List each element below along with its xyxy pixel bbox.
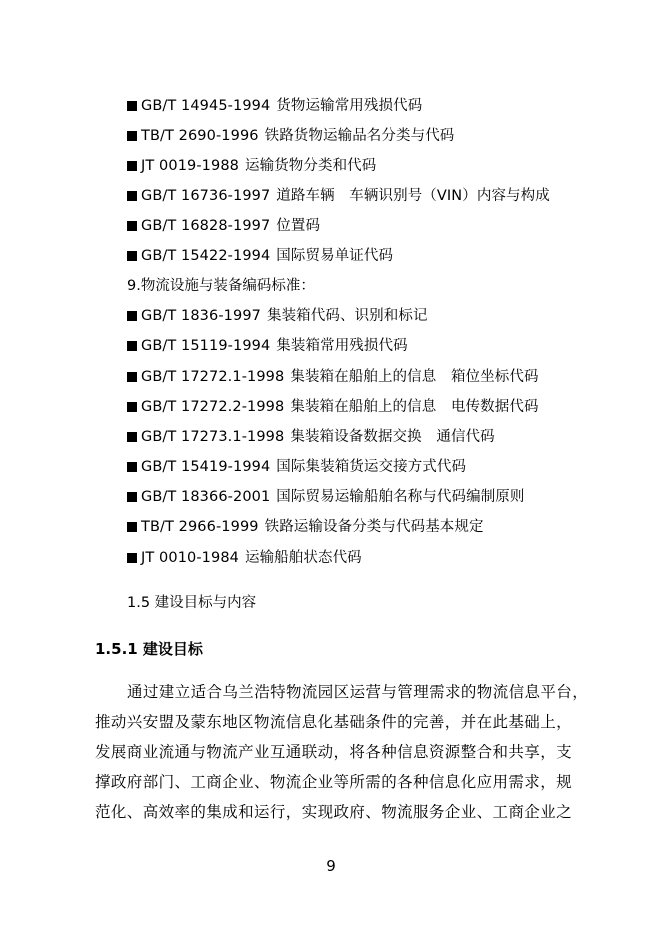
square-bullet-icon [127, 191, 137, 201]
standard-list-item [127, 245, 393, 267]
standard-list-item [127, 215, 320, 237]
standard-title: 运输船舶状态代码 [244, 550, 362, 566]
paragraph-line: 通过建立适合乌兰浩特物流园区运营与管理需求的物流信息平台， [127, 683, 589, 701]
square-bullet-icon [127, 131, 137, 141]
standard-code: GB/T 17272.1-1998 [141, 369, 285, 385]
standard-code: GB/T 1836-1997 [141, 308, 261, 324]
standard-list-item [127, 335, 408, 357]
standard-title: 集装箱在船舶上的信息 电传数据代码 [290, 399, 539, 415]
standard-code: GB/T 15119-1994 [141, 338, 271, 354]
standard-code: GB/T 16736-1997 [141, 188, 271, 204]
standard-title: 国际贸易单证代码 [276, 248, 394, 264]
square-bullet-icon [127, 372, 137, 382]
standard-code: GB/T 15419-1994 [141, 459, 271, 475]
square-bullet-icon [127, 251, 137, 261]
standard-list-item [127, 396, 539, 418]
standard-title: 集装箱代码、识别和标记 [266, 308, 428, 324]
section-heading: 1.5.1 建设目标 [95, 640, 203, 658]
paragraph-line: 推动兴安盟及蒙东地区物流信息化基础条件的完善，并在此基础上， [95, 713, 573, 731]
standard-code: GB/T 16828-1997 [141, 218, 271, 234]
standard-code: TB/T 2690-1996 [141, 128, 259, 144]
standard-title: 集装箱常用残损代码 [276, 338, 408, 354]
standard-title: 铁路货物运输品名分类与代码 [264, 128, 455, 144]
square-bullet-icon [127, 492, 137, 502]
standard-list-item [127, 547, 362, 569]
standard-list-item [127, 125, 454, 147]
standard-code: GB/T 17273.1-1998 [141, 429, 285, 445]
paragraph-line: 撑政府部门、工商企业、物流企业等所需的各种信息化应用需求，规 [95, 773, 573, 791]
standard-list-item [127, 185, 550, 207]
standard-list-item [127, 486, 525, 508]
standard-title: 国际集装箱货运交接方式代码 [276, 459, 467, 475]
square-bullet-icon [127, 221, 137, 231]
paragraph-line: 范化、高效率的集成和运行，实现政府、物流服务企业、工商企业之 [95, 803, 573, 821]
standard-title: 位置码 [276, 218, 321, 234]
section-label: 9.物流设施与装备编码标准： [127, 278, 315, 294]
standard-list-item [127, 516, 484, 538]
standard-title: 集装箱设备数据交换 通信代码 [290, 429, 495, 445]
square-bullet-icon [127, 522, 137, 532]
paragraph-line: 发展商业流通与物流产业互通联动，将各种信息资源整合和共享，支 [95, 743, 573, 761]
standard-code: JT 0019-1988 [141, 158, 239, 174]
standard-code: GB/T 14945-1994 [141, 98, 271, 114]
standard-list-item [127, 155, 376, 177]
square-bullet-icon [127, 402, 137, 412]
standard-code: GB/T 17272.2-1998 [141, 399, 285, 415]
standard-title: 国际贸易运输船舶名称与代码编制原则 [276, 489, 525, 505]
square-bullet-icon [127, 161, 137, 171]
square-bullet-icon [127, 101, 137, 111]
square-bullet-icon [127, 432, 137, 442]
square-bullet-icon [127, 311, 137, 321]
standard-title: 运输货物分类和代码 [244, 158, 377, 174]
standard-list-item [127, 456, 466, 478]
subsection-heading: 1.5 建设目标与内容 [127, 595, 257, 611]
standard-list-item [127, 305, 428, 327]
page-number: 9 [326, 857, 336, 875]
standard-title: 集装箱在船舶上的信息 箱位坐标代码 [290, 369, 539, 385]
standard-title: 货物运输常用残损代码 [276, 98, 423, 114]
standard-title: 铁路运输设备分类与代码基本规定 [264, 519, 484, 535]
standard-code: GB/T 18366-2001 [141, 489, 271, 505]
standard-code: JT 0010-1984 [141, 550, 239, 566]
square-bullet-icon [127, 553, 137, 563]
square-bullet-icon [127, 462, 137, 472]
square-bullet-icon [127, 341, 137, 351]
standard-code: GB/T 15422-1994 [141, 248, 271, 264]
standard-title: 道路车辆 车辆识别号（VIN）内容与构成 [276, 188, 550, 204]
standard-list-item [127, 426, 495, 448]
standard-list-item [127, 95, 422, 117]
standard-list-item [127, 366, 539, 388]
standard-code: TB/T 2966-1999 [141, 519, 259, 535]
